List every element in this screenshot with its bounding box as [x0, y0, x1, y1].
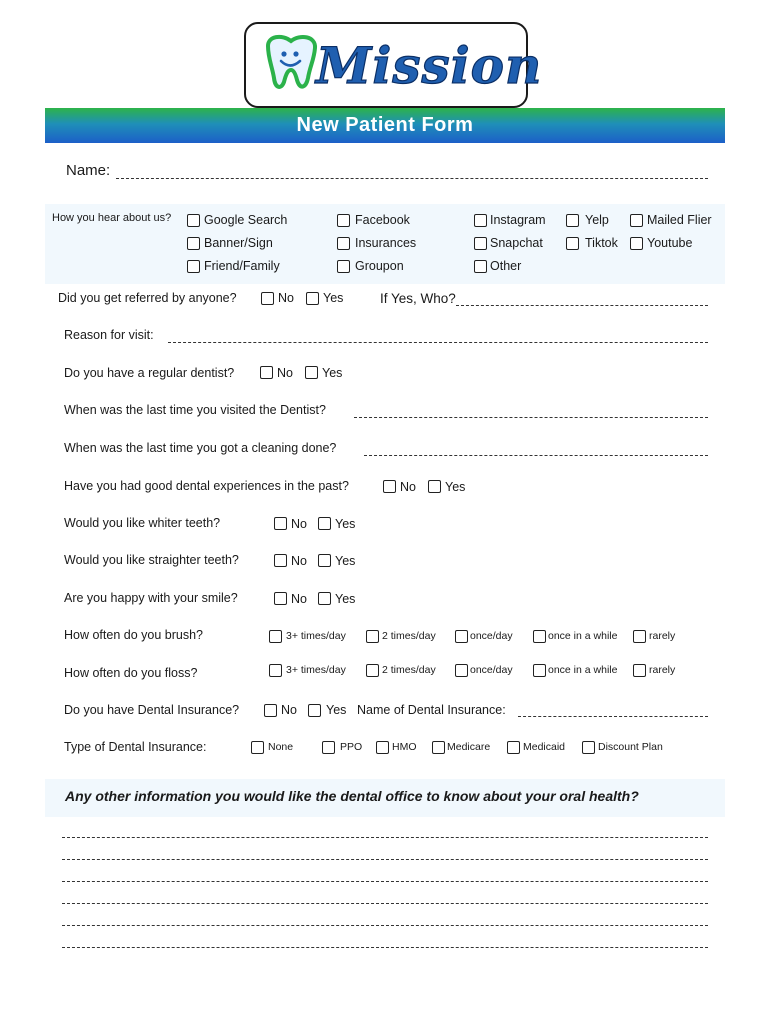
floss-rarely-label: rarely: [649, 664, 676, 676]
reason-label: Reason for visit:: [64, 328, 154, 342]
good-exp-no-checkbox[interactable]: [383, 480, 396, 493]
referred-no-checkbox[interactable]: [261, 292, 274, 305]
insurance-yes-label: Yes: [326, 703, 347, 717]
hear-label: How you hear about us?: [52, 212, 172, 224]
good-exp-question: Have you had good dental experiences in the past?: [64, 479, 349, 493]
hear-snapchat-label: Snapchat: [490, 236, 543, 250]
last-cleaning-field[interactable]: [364, 455, 708, 456]
name-field[interactable]: [116, 178, 708, 179]
whiter-question: Would you like whiter teeth?: [64, 516, 221, 530]
ins-type-hmo-label: HMO: [392, 741, 417, 753]
hear-friend-label: Friend/Family: [204, 259, 280, 273]
straighter-no-checkbox[interactable]: [274, 554, 287, 567]
brush-2times-checkbox[interactable]: [366, 630, 379, 643]
hear-facebook-checkbox[interactable]: [337, 214, 350, 227]
happy-no-label: No: [291, 592, 307, 606]
regular-yes-label: Yes: [322, 366, 343, 380]
hear-tiktok-label: Tiktok: [585, 236, 618, 250]
brush-while-checkbox[interactable]: [533, 630, 546, 643]
hear-groupon-label: Groupon: [355, 259, 404, 273]
happy-yes-label: Yes: [335, 592, 356, 606]
insurance-yes-checkbox[interactable]: [308, 704, 321, 717]
ins-type-none-label: None: [268, 741, 294, 753]
ins-type-discount-label: Discount Plan: [598, 741, 663, 753]
good-exp-no-label: No: [400, 480, 416, 494]
other-info-line-4[interactable]: [62, 903, 708, 904]
name-label: Name:: [66, 162, 111, 179]
hear-yelp-checkbox[interactable]: [566, 214, 579, 227]
floss-2times-label: 2 times/day: [382, 664, 436, 676]
insurance-no-checkbox[interactable]: [264, 704, 277, 717]
happy-yes-checkbox[interactable]: [318, 592, 331, 605]
hear-instagram-label: Instagram: [490, 213, 546, 227]
insurance-name-label: Name of Dental Insurance:: [357, 703, 506, 717]
floss-while-checkbox[interactable]: [533, 664, 546, 677]
hear-other-label: Other: [490, 259, 522, 273]
hear-other-checkbox[interactable]: [474, 260, 487, 273]
other-info-line-5[interactable]: [62, 925, 708, 926]
brush-3plus-checkbox[interactable]: [269, 630, 282, 643]
brush-while-label: once in a while: [548, 630, 618, 642]
brush-2times-label: 2 times/day: [382, 630, 436, 642]
hear-google-label: Google Search: [204, 213, 288, 227]
hear-google-checkbox[interactable]: [187, 214, 200, 227]
hear-snapchat-checkbox[interactable]: [474, 237, 487, 250]
referred-no-label: No: [278, 291, 294, 305]
referred-who-label: If Yes, Who?: [380, 291, 456, 306]
ins-type-hmo-checkbox[interactable]: [376, 741, 389, 754]
hear-banner-checkbox[interactable]: [187, 237, 200, 250]
brush-question: How often do you brush?: [64, 628, 203, 642]
tooth-icon: [260, 32, 322, 94]
hear-friend-checkbox[interactable]: [187, 260, 200, 273]
reason-field[interactable]: [168, 342, 708, 343]
floss-while-label: once in a while: [548, 664, 618, 676]
other-info-line-6[interactable]: [62, 947, 708, 948]
brush-3plus-label: 3+ times/day: [286, 630, 346, 642]
ins-type-medicaid-checkbox[interactable]: [507, 741, 520, 754]
regular-no-checkbox[interactable]: [260, 366, 273, 379]
insurance-no-label: No: [281, 703, 297, 717]
whiter-yes-checkbox[interactable]: [318, 517, 331, 530]
whiter-no-label: No: [291, 517, 307, 531]
header-banner: [45, 108, 725, 143]
referred-who-field[interactable]: [456, 305, 708, 306]
other-info-panel: [45, 779, 725, 817]
insurance-name-field[interactable]: [518, 716, 708, 717]
hear-banner-label: Banner/Sign: [204, 236, 273, 250]
ins-type-none-checkbox[interactable]: [251, 741, 264, 754]
regular-no-label: No: [277, 366, 293, 380]
regular-question: Do you have a regular dentist?: [64, 366, 235, 380]
page-title: New Patient Form: [296, 114, 474, 136]
happy-no-checkbox[interactable]: [274, 592, 287, 605]
other-info-line-1[interactable]: [62, 837, 708, 838]
other-info-prompt: Any other information you would like the dental office to know about your oral health?: [65, 788, 639, 804]
hear-youtube-label: Youtube: [647, 236, 693, 250]
whiter-yes-label: Yes: [335, 517, 356, 531]
straighter-yes-label: Yes: [335, 554, 356, 568]
ins-type-medicaid-label: Medicaid: [523, 741, 566, 753]
referred-yes-checkbox[interactable]: [306, 292, 319, 305]
ins-type-discount-checkbox[interactable]: [582, 741, 595, 754]
hear-tiktok-checkbox[interactable]: [566, 237, 579, 250]
logo: [244, 22, 543, 108]
ins-type-ppo-checkbox[interactable]: [322, 741, 335, 754]
floss-question: How often do you floss?: [64, 666, 198, 680]
good-exp-yes-label: Yes: [445, 480, 466, 494]
ins-type-ppo-label: PPO: [340, 741, 363, 753]
floss-rarely-checkbox[interactable]: [633, 664, 646, 677]
logo-wordmark: Mission: [316, 36, 543, 95]
referred-yes-label: Yes: [323, 291, 344, 305]
happy-question: Are you happy with your smile?: [64, 591, 238, 605]
other-info-line-2[interactable]: [62, 859, 708, 860]
brush-rarely-label: rarely: [649, 630, 676, 642]
hear-insurances-checkbox[interactable]: [337, 237, 350, 250]
hear-mailed-flier-checkbox[interactable]: [630, 214, 643, 227]
ins-type-medicare-checkbox[interactable]: [432, 741, 445, 754]
brush-rarely-checkbox[interactable]: [633, 630, 646, 643]
good-exp-yes-checkbox[interactable]: [428, 480, 441, 493]
hear-mailed-flier-label: Mailed Flier: [647, 213, 712, 227]
floss-2times-checkbox[interactable]: [366, 664, 379, 677]
regular-yes-checkbox[interactable]: [305, 366, 318, 379]
hear-instagram-checkbox[interactable]: [474, 214, 487, 227]
straighter-no-label: No: [291, 554, 307, 568]
ins-type-question: Type of Dental Insurance:: [64, 740, 207, 754]
hear-facebook-label: Facebook: [355, 213, 410, 227]
hear-groupon-checkbox[interactable]: [337, 260, 350, 273]
ins-type-medicare-label: Medicare: [447, 741, 491, 753]
last-visit-question: When was the last time you visited the Dentist?: [64, 403, 326, 417]
insurance-question: Do you have Dental Insurance?: [64, 703, 240, 717]
referred-question: Did you get referred by anyone?: [58, 291, 237, 305]
hear-youtube-checkbox[interactable]: [630, 237, 643, 250]
hear-insurances-label: Insurances: [355, 236, 417, 250]
other-info-line-3[interactable]: [62, 881, 708, 882]
floss-3plus-checkbox[interactable]: [269, 664, 282, 677]
straighter-question: Would you like straighter teeth?: [64, 553, 239, 567]
whiter-no-checkbox[interactable]: [274, 517, 287, 530]
hear-yelp-label: Yelp: [585, 213, 609, 227]
brush-once-checkbox[interactable]: [455, 630, 468, 643]
floss-3plus-label: 3+ times/day: [286, 664, 346, 676]
floss-once-label: once/day: [470, 664, 513, 676]
brush-once-label: once/day: [470, 630, 513, 642]
straighter-yes-checkbox[interactable]: [318, 554, 331, 567]
floss-once-checkbox[interactable]: [455, 664, 468, 677]
last-cleaning-question: When was the last time you got a cleaning done?: [64, 441, 337, 455]
last-visit-field[interactable]: [354, 417, 708, 418]
